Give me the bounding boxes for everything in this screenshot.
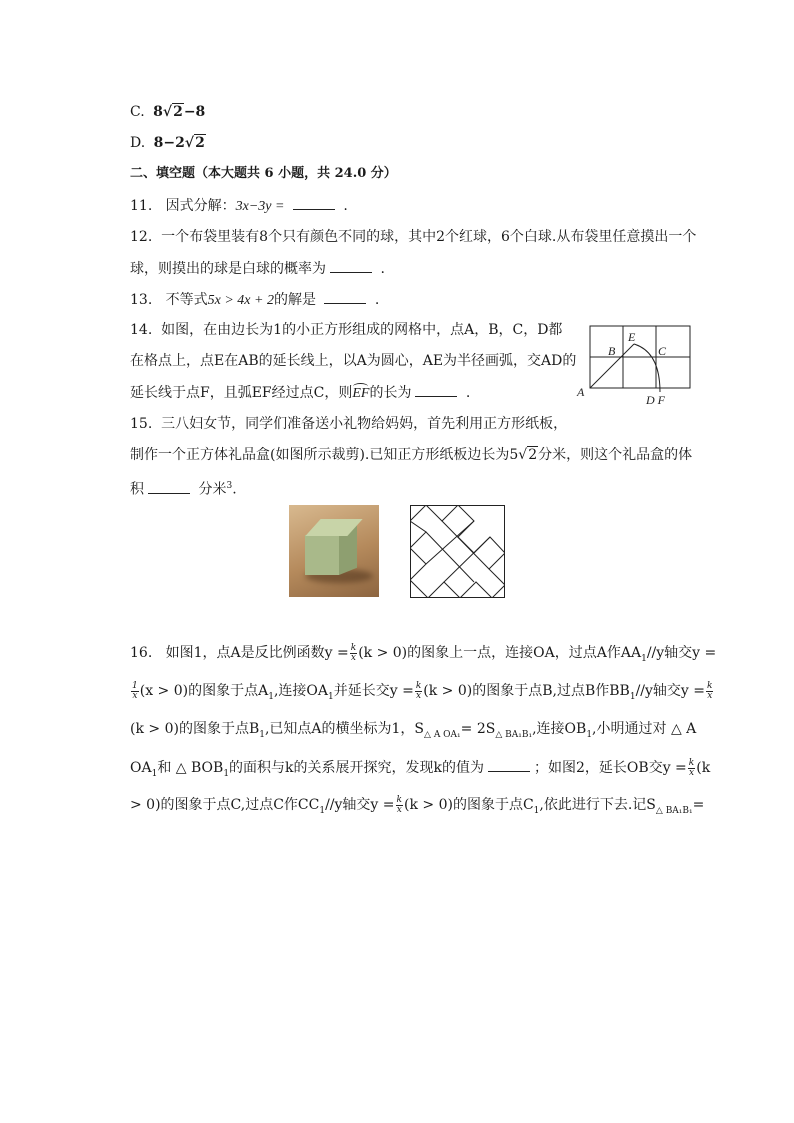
label-b: B xyxy=(608,344,616,358)
question-12-line-1: 12. 一个布袋里装有8个只有颜色不同的球，其中2个红球，6个白球.从布袋里任意摸出一个 xyxy=(130,229,697,245)
label-c: C xyxy=(658,344,667,358)
answer-blank[interactable] xyxy=(324,289,366,304)
question-14-line-1: 14. 如图，在由边长为1的小正方形组成的网格中，点A，B，C，D都 xyxy=(130,322,563,338)
section-title: 二、填空题（本大题共 6 小题，共 24.0 分） xyxy=(130,166,397,181)
arc-ef: EF xyxy=(352,386,370,401)
question-13: 13. 不等式5x > 4x + 2的解是 . xyxy=(130,289,379,311)
cube-front xyxy=(305,535,339,575)
question-16-line-4: $OA_1$和 △ $BOB_1$的面积与k的关系展开探究，发现k的值为 ；如图2，延长OB交y = $\frac{k}{x}$ (k xyxy=(130,757,711,779)
gift-box-photo xyxy=(289,505,379,597)
option-d: D. 8−2√2 xyxy=(130,135,205,151)
question-15-line-3: 积 分米$^3$. xyxy=(130,476,237,500)
question-16-line-5: > 0)的图象于点C,过点C作$CC_1//y$轴交y = $\frac{k}{x}$ (k > 0)的图象于点$C_1$,依此进行下去.记$S_{\triangle BA_1B_1}=$ xyxy=(130,794,705,816)
answer-blank[interactable] xyxy=(488,757,530,772)
answer-blank[interactable] xyxy=(148,479,190,494)
grid-figure xyxy=(572,322,694,408)
cut-pattern-figure xyxy=(410,505,505,598)
net-outline xyxy=(410,505,505,598)
question-15-line-2: 制作一个正方体礼品盒(如图所示裁剪).已知正方形纸板边长为5√2分米，则这个礼品盒的体 xyxy=(130,447,693,463)
square-board xyxy=(411,506,505,598)
label-a: A xyxy=(577,385,585,399)
question-11: 11. 因式分解：3x−3y = . xyxy=(130,195,348,217)
option-c: C. 8√2−8 xyxy=(130,104,206,120)
answer-blank[interactable] xyxy=(293,195,335,210)
label-e: E xyxy=(628,330,636,344)
question-16-line-1: 16. 如图1，点A是反比例函数y = $\frac{k}{x}$ (k > 0)的图象上一点，连接OA，过点A作$AA_1//y$轴交y = xyxy=(130,642,717,664)
label-df: D F xyxy=(646,393,665,407)
question-16-line-3: (k > 0)的图象于点$B_1$,已知点A的横坐标为1，$S_{\triangle A OA_1}= 2S_{\triangle BA_1B_1}$,连接$OB_1$,小明通过对 △ A xyxy=(130,721,697,740)
answer-blank[interactable] xyxy=(330,258,372,273)
question-16-line-2: $\frac{1}{x}$ (x > 0)的图象于点$A_1$,连接$OA_1$并延长交y = $\frac{k}{x}$ (k > 0)的图象于点B,过点B作$BB_1//y$轴交y = $\frac{k}{x}$ xyxy=(132,680,713,702)
question-14-line-2: 在格点上，点E在AB的延长线上，以A为圆心，AE为半径画弧，交AD的 xyxy=(130,353,577,369)
answer-blank[interactable] xyxy=(415,382,457,397)
question-15-line-1: 15. 三八妇女节，同学们准备送小礼物给妈妈，首先利用正方形纸板， xyxy=(130,416,568,432)
question-14-line-3: 延长线于点F，且弧EF经过点C，则EF的长为 . xyxy=(130,382,470,404)
question-12-line-2: 球，则摸出的球是白球的概率为 . xyxy=(130,258,385,279)
